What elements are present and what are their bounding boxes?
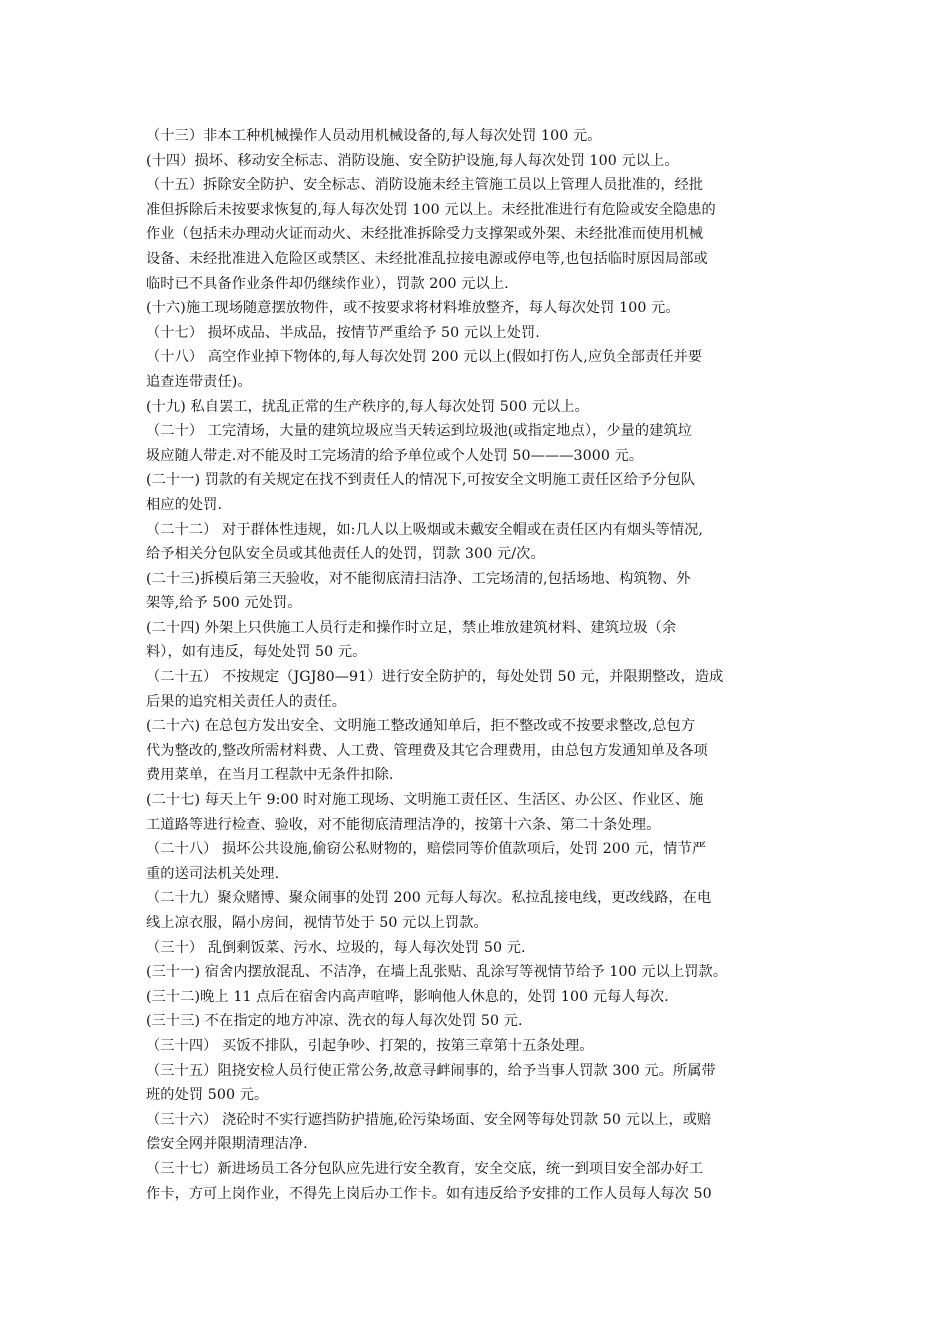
text-line: (三十一) 宿舍内摆放混乱、不洁净，在墙上乱张贴、乱涂写等视情节给予 100 元以上罚款。 — [146, 964, 728, 981]
text-line: （三十） 乱倒剩饭菜、污水、垃圾的，每人每次处罚 50 元. — [146, 939, 526, 956]
text-line: （三十六） 浇砼时不实行遮挡防护措施,砼污染场面、安全网等每处罚款 50 元以上，或赔 — [146, 1111, 712, 1128]
text-line: (十六)施工现场随意摆放物件，或不按要求将材料堆放整齐，每人每次处罚 100 元。 — [146, 300, 680, 317]
text-line: (二十七) 每天上午 9:00 时对施工现场、文明施工责任区、生活区、办公区、作业区、施 — [146, 792, 704, 809]
text-line: 费用菜单，在当月工程款中无条件扣除. — [146, 767, 394, 784]
text-line: （十五）拆除安全防护、安全标志、消防设施未经主管施工员以上管理人员批准的，经批 — [146, 177, 704, 194]
text-line: 作业（包括未办理动火证而动火、未经批准拆除受力支撑架或外架、未经批准而使用机械 — [146, 226, 704, 243]
text-line: 相应的处罚. — [146, 496, 223, 513]
text-line: 设备、未经批准进入危险区或禁区、未经批准乱拉接电源或停电等,也包括临时原因局部或 — [146, 250, 708, 267]
text-line: 临时已不具备作业条件却仍继续作业），罚款 200 元以上. — [146, 275, 509, 292]
text-line: 准但拆除后未按要求恢复的,每人每次处罚 100 元以上。未经批准进行有危险或安全隐患的 — [146, 201, 716, 218]
text-line: (二十四) 外架上只供施工人员行走和操作时立足，禁止堆放建筑材料、建筑垃圾（余 — [146, 619, 677, 636]
text-line: (三十二)晚上 11 点后在宿舍内高声喧哗，影响他人休息的，处罚 100 元每人每次. — [146, 988, 669, 1005]
text-line: （十七） 损坏成品、半成品，按情节严重给予 50 元以上处罚. — [146, 324, 540, 341]
text-line: （二十） 工完清场，大量的建筑垃圾应当天转运到垃圾池(或指定地点），少量的建筑垃 — [146, 423, 693, 440]
text-line: （二十二） 对于群体性违规，如:几人以上吸烟或未戴安全帽或在责任区内有烟头等情况, — [146, 521, 704, 538]
text-line: 给予相关分包队安全员或其他责任人的处罚，罚款 300 元/次。 — [146, 546, 545, 563]
text-line: （二十九）聚众赌博、聚众闹事的处罚 200 元每人每次。私拉乱接电线，更改线路，在电 — [146, 890, 712, 907]
text-line: （三十五）阻挠安检人员行使正常公务,故意寻衅闹事的，给予当事人罚款 300 元。所属带 — [146, 1062, 716, 1079]
text-line: 代为整改的,整改所需材料费、人工费、管理费及其它合理费用，由总包方发通知单及各项 — [146, 742, 708, 759]
text-line: (二十六) 在总包方发出安全、文明施工整改通知单后，拒不整改或不按要求整改,总包方 — [146, 718, 696, 735]
text-line: 追查连带责任)。 — [146, 373, 252, 390]
text-line: （三十七）新进场员工各分包队应先进行安全教育，安全交底，统一到项目安全部办好工 — [146, 1160, 704, 1177]
text-line: （十八） 高空作业掉下物体的,每人每次处罚 200 元以上(假如打伤人,应负全部责任并要 — [146, 349, 703, 366]
text-line: 圾应随人带走.对不能及时工完场清的给予单位或个人处罚 50———3000 元。 — [146, 447, 644, 464]
text-line: 重的送司法机关处理. — [146, 865, 280, 882]
text-line: 班的处罚 500 元。 — [146, 1087, 269, 1104]
text-line: (三十三) 不在指定的地方冲凉、洗衣的每人每次处罚 50 元. — [146, 1013, 523, 1030]
text-line: 线上凉衣服，隔小房间，视情节处于 50 元以上罚款。 — [146, 915, 488, 931]
text-line: (十四）损坏、移动安全标志、消防设施、安全防护设施,每人每次处罚 100 元以上。 — [146, 152, 679, 169]
text-line: (十九) 私自罢工，扰乱正常的生产秩序的,每人每次处罚 500 元以上。 — [146, 398, 589, 415]
text-line: 作卡，方可上岗作业，不得先上岗后办工作卡。如有违反给予安排的工作人员每人每次 50 — [146, 1185, 712, 1202]
text-line: (二十一) 罚款的有关规定在找不到责任人的情况下,可按安全文明施工责任区给予分包队 — [146, 472, 696, 489]
text-line: （二十五） 不按规定（JGJ80—91）进行安全防护的，每处处罚 50 元，并限期整改，造成 — [146, 669, 724, 686]
document-body — [146, 124, 816, 1206]
text-line: （二十八） 损坏公共设施,偷窃公私财物的，赔偿同等价值款项后，处罚 200 元，情节严 — [146, 841, 707, 858]
text-line: (二十三)拆模后第三天验收，对不能彻底清扫洁净、工完场清的,包括场地、构筑物、外 — [146, 570, 691, 587]
text-line: 后果的追究相关责任人的责任。 — [146, 693, 347, 710]
text-line: （十三）非本工种机械操作人员动用机械设备的,每人每次处罚 100 元。 — [146, 128, 602, 144]
text-line: 架等,给予 500 元处罚。 — [146, 595, 302, 612]
text-line: 偿安全网并限期清理洁净. — [146, 1136, 308, 1153]
text-line: 料），如有违反，每处处罚 50 元。 — [146, 644, 367, 661]
text-line: （三十四） 买饭不排队，引起争吵、打架的，按第三章第十五条处理。 — [146, 1037, 594, 1054]
text-line: 工道路等进行检查、验收，对不能彻底清理洁净的，按第十六条、第二十条处理。 — [146, 816, 661, 833]
